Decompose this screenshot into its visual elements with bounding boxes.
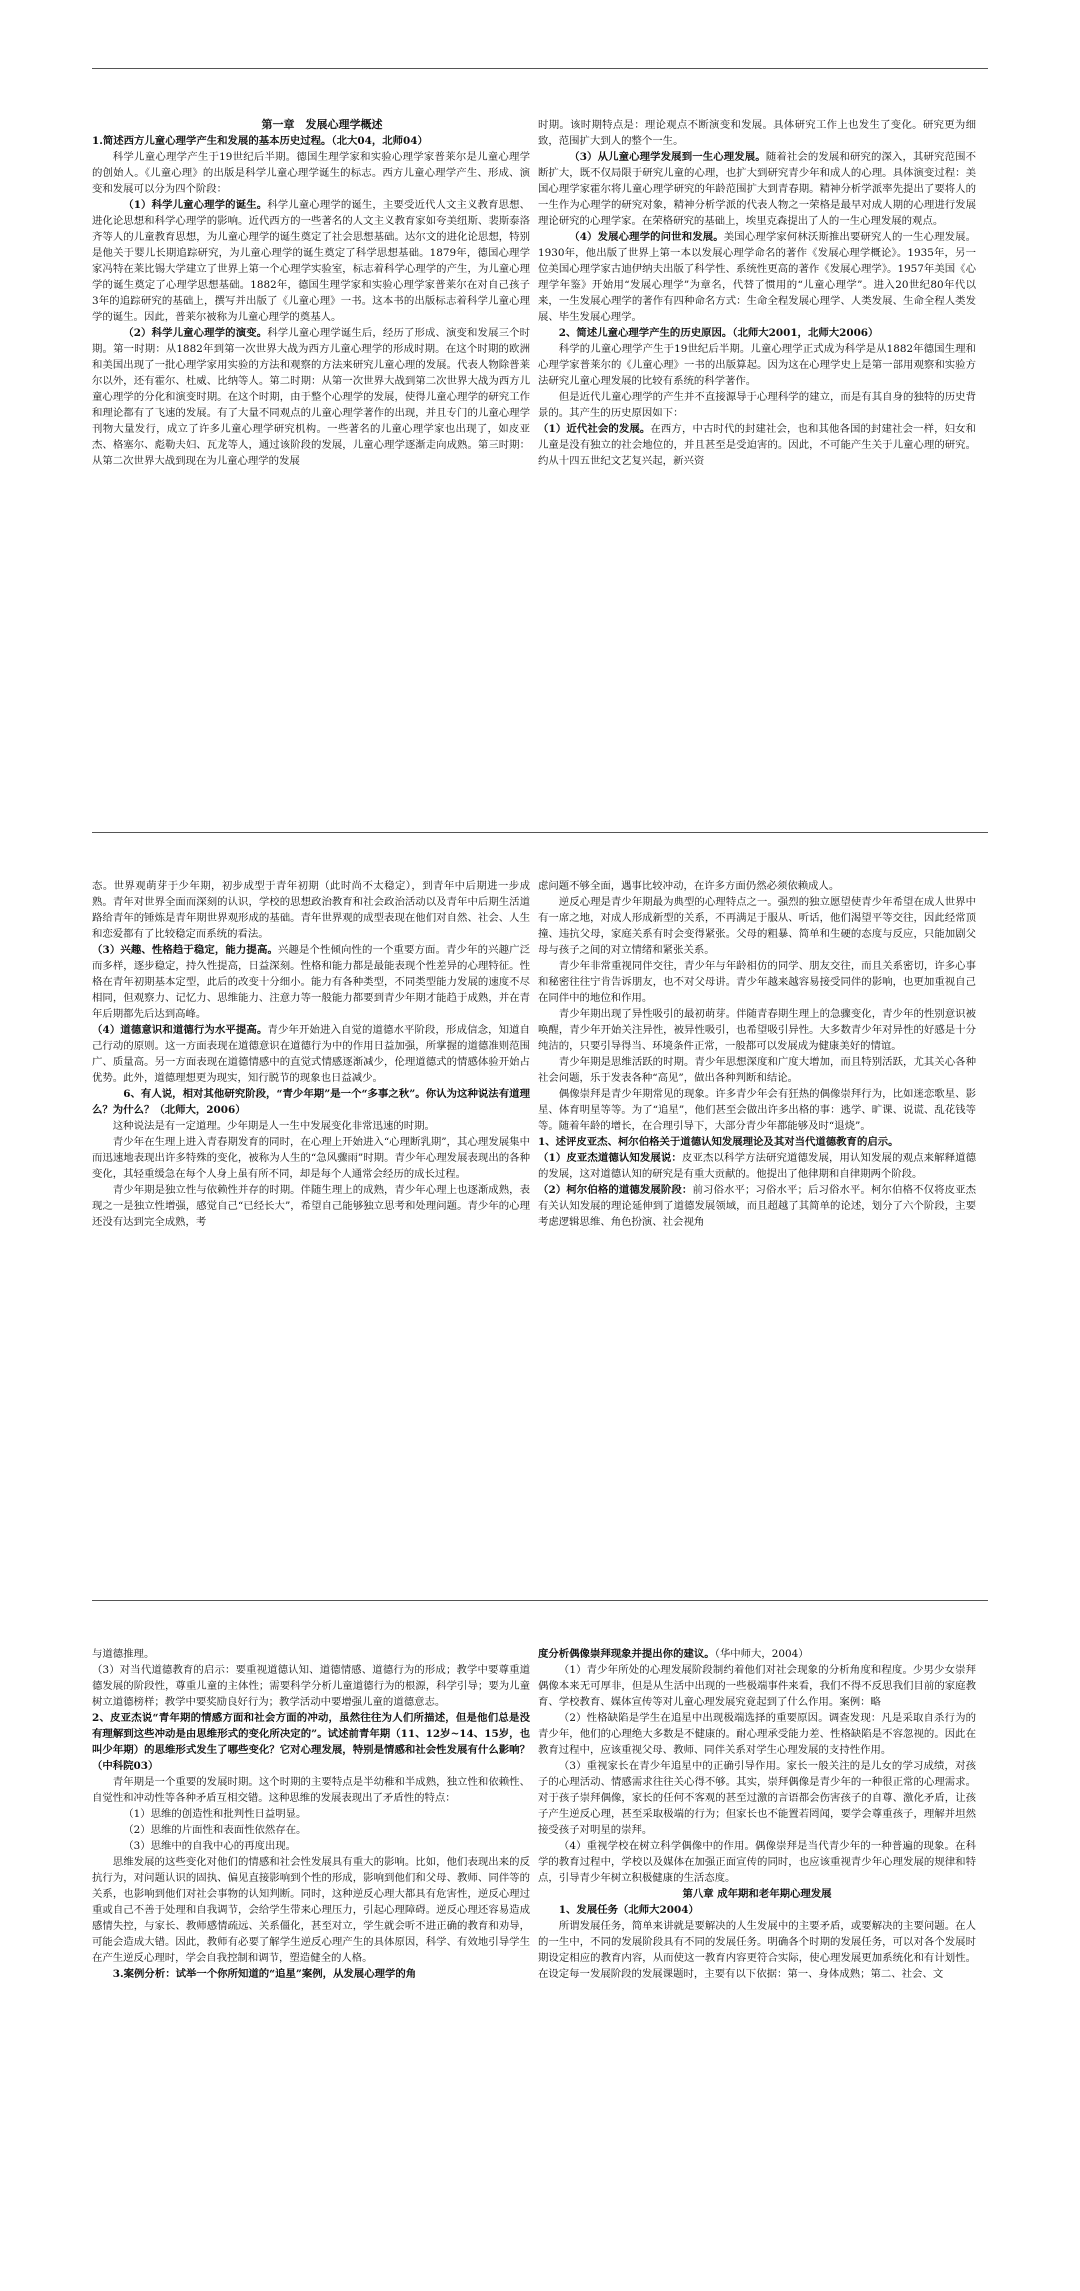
bold-text: （3）从儿童心理学发展到一生心理发展。 (569, 151, 766, 163)
paragraph (538, 1182, 976, 1230)
bold-text: 1.简述西方儿童心理学产生和发展的基本历史过程。（北大04，北师04） (92, 135, 428, 147)
paragraph (92, 1182, 530, 1230)
text: 前习俗水平；习俗水平；后习俗水平。柯尔伯格不仅将皮亚杰有关认知发展的理论延伸到了道德发展领域，而且超越了其简单的论述，划分了六个阶段，主要考虑逻辑思维、角色扮演、社会视角 (538, 1184, 976, 1228)
page-3 (0, 1600, 1080, 2291)
bold-text: （1）科学儿童心理学的诞生。 (123, 199, 268, 211)
bold-text: 度分析偶像崇拜现象并提出你的建议。 (538, 1648, 715, 1660)
bold-text: 1、发展任务（北师大2004） (558, 1904, 699, 1916)
paragraph (92, 149, 530, 197)
paragraph (92, 1022, 530, 1086)
page-top-rule (92, 68, 988, 69)
text: 皮亚杰以科学方法研究道德发展，用认知发展的观点来解释道德的发展，这对道德认知的研究是有重大贡献的。他提出了他律期和自律期两个阶段。 (538, 1152, 977, 1180)
paragraph (538, 878, 976, 894)
text: （3）思维中的自我中心的再度出现。 (123, 1840, 297, 1852)
paragraph (538, 389, 976, 421)
paragraph (92, 1118, 530, 1134)
paragraph (92, 117, 530, 133)
page-1-right-column (538, 117, 976, 469)
bold-text: 6、有人说，相对其他研究阶段，“青少年期”是一个“多事之秋”。你认为这种说法有道理么？为什么？（北师大，2006） (92, 1088, 530, 1116)
page-2-left-column (92, 878, 530, 1230)
bold-text: （2）柯尔伯格的道德发展阶段： (538, 1184, 693, 1196)
bold-text: 第八章 成年期和老年期心理发展 (682, 1888, 832, 1900)
page-2 (0, 830, 1080, 1600)
text: 青少年期出现了异性吸引的最初萌芽。伴随青春期生理上的急骤变化，青少年的性别意识被唤醒，青少年开始关注异性，被异性吸引，也希望吸引异性。大多数青少年对异性的好感是十分纯洁的，只要引导得当、环境条件正常，一般都可以发展成为健康美好的情谊。 (538, 1008, 976, 1052)
page-1 (0, 0, 1080, 830)
paragraph (92, 1806, 530, 1822)
text: 青年期是一个重要的发展时期。这个时期的主要特点是半幼稚和半成熟，独立性和依赖性、自觉性和冲动性等各种矛盾互相交错。这种思维的发展表现出了矛盾性的特点： (92, 1776, 530, 1804)
bold-text: （1）皮亚杰道德认知发展说： (538, 1152, 682, 1164)
text: （1）思维的创造性和批判性日益明显。 (123, 1808, 307, 1820)
text: （3）重视家长在青少年追星中的正确引导作用。家长一般关注的是儿女的学习成绩，对孩子的心理活动、情感需求往往关心得不够。其实，崇拜偶像是青少年的一种很正常的心理需求。对于孩子崇拜偶像，家长的任何不客观的甚至过激的言语都会伤害孩子的自尊、激化矛盾，让孩子产生逆反心理，甚至采取极端的行为；但家长也不能置若罔闻，要学会尊重孩子，理解并坦然接受孩子对明星的崇拜。 (538, 1760, 976, 1836)
text: 思维发展的这些变化对他们的情感和社会性发展具有重大的影响。比如，他们表现出来的反抗行为，对问题认识的固执、偏见直接影响到个性的形成，影响到他们和父母、教师、同伴等的关系，也影响到他们对社会事物的认知判断。同时，这种逆反心理大都具有危害性，逆反心理过重或自己不善于处理和自我调节，会给学生带来心理压力，引起心理障碍。逆反心理还容易造成感情失控，与家长、教师感情疏远、关系僵化，甚至对立，学生就会听不进正确的教育和劝导，可能会造成大错。因此，教师有必要了解学生逆反心理产生的具体原因，科学、有效地引导学生在产生逆反心理时，学会自我控制和调节，塑造健全的人格。 (92, 1856, 530, 1964)
paragraph (92, 197, 530, 325)
bold-text: （4）发展心理学的问世和发展。 (569, 231, 724, 243)
text: 这种说法是有一定道理。少年期是人一生中发展变化非常迅速的时期。 (112, 1120, 435, 1132)
bold-text: 2、简述儿童心理学产生的历史原因。（北师大2001，北师大2006） (558, 327, 879, 339)
paragraph (538, 1646, 976, 1662)
bold-text: （2）科学儿童心理学的演变。 (123, 327, 268, 339)
bold-text: （1）近代社会的发展。 (538, 423, 651, 435)
page-top-rule (92, 832, 988, 833)
text: 青少年开始进入自觉的道德水平阶段，形成信念，知道自己行动的原则。这一方面表现在道德意识在道德行为中的作用日益加强，所掌握的道德准则范围广、质量高。另一方面表现在道德情感中的直觉式情感逐渐减少，伦理道德式的情感体验开始占优势。此外，道德理想更为现实，知行脱节的现象也日益减少。 (92, 1024, 530, 1084)
bold-text: 2、皮亚杰说“青年期的情感方面和社会方面的冲动，虽然往往为人们所描述，但是他们总是没有理解到这些冲动是由思维形式的变化所决定的”。试述前青年期（11、12岁~14、15岁，也叫少年期）的思维形式发生了哪些变化？它对心理发展，特别是情感和社会性发展有什么影响？（中科院03） (92, 1712, 530, 1772)
paragraph (538, 341, 976, 389)
paragraph (538, 1662, 976, 1710)
text: 所谓发展任务，简单来讲就是要解决的人生发展中的主要矛盾，或要解决的主要问题。在人的一生中，不同的发展阶段具有不同的发展任务。明确各个时期的发展任务，可以对各个发展时期设定相应的教育内容，从而使这一教育内容更符合实际，使心理发展更加系统化和有计划性。在设定每一发展阶段的发展课题时，主要有以下依据：第一、身体成熟；第二、社会、文 (538, 1920, 976, 1980)
text: 青少年期是独立性与依赖性并存的时期。伴随生理上的成熟，青少年心理上也逐渐成熟，表现之一是独立性增强，感觉自己“已经长大”，希望自己能够独立思考和处理问题。青少年的心理还没有达到完全成熟，考 (92, 1184, 530, 1228)
paragraph (92, 1774, 530, 1806)
text: （华中师大，2004） (714, 1648, 809, 1660)
paragraph (92, 1710, 530, 1774)
paragraph (538, 1134, 976, 1150)
paragraph (92, 1086, 530, 1118)
paragraph (538, 1886, 976, 1902)
paragraph (92, 1966, 530, 1982)
text: 青少年期是思维活跃的时期。青少年思想深度和广度大增加，而且特别活跃，尤其关心各种社会问题，乐于发表各种“高见”，做出各种判断和结论。 (538, 1056, 976, 1084)
paragraph (538, 1710, 976, 1758)
paragraph (538, 149, 976, 229)
paragraph (538, 1918, 976, 1982)
page-1-left-column (92, 117, 530, 469)
text: 偶像崇拜是青少年期常见的现象。许多青少年会有狂热的偶像崇拜行为，比如迷恋歌星、影星、体育明星等等。为了“追星”，他们甚至会做出许多出格的事：逃学、旷课、说谎、乱花钱等等。随着年龄的增长，在合理引导下，大部分青少年都能够及时“退烧”。 (538, 1088, 976, 1132)
paragraph (538, 958, 976, 1006)
paragraph (92, 133, 530, 149)
text: 虑问题不够全面，遇事比较冲动，在许多方面仍然必须依赖成人。 (538, 880, 840, 892)
paragraph (92, 325, 530, 469)
paragraph (92, 1134, 530, 1182)
bold-text: （3）兴趣、性格趋于稳定，能力提高。 (92, 944, 278, 956)
paragraph (538, 894, 976, 958)
paragraph (538, 1838, 976, 1886)
paragraph (92, 1646, 530, 1662)
paragraph (538, 1086, 976, 1134)
paragraph (538, 117, 976, 149)
text: 与道德推理。 (92, 1648, 155, 1660)
page-3-right-column (538, 1646, 976, 1982)
bold-text: 1、述评皮亚杰、柯尔伯格关于道德认知发展理论及其对当代道德教育的启示。 (538, 1136, 899, 1148)
paragraph (92, 1854, 530, 1966)
text: （4）重视学校在树立科学偶像中的作用。偶像崇拜是当代青少年的一种普遍的现象。在科学的教育过程中，学校以及媒体在加强正面宣传的同时，也应该重视青少年心理发展的规律和特点，引导青少年树立积极健康的生活态度。 (538, 1840, 976, 1884)
paragraph (538, 325, 976, 341)
text: 科学儿童心理学的诞生，主要受近代人文主义教育思想、进化论思想和科学心理学的影响。近代西方的一些著名的人文主义教育家如夸美纽斯、裴斯泰洛齐等人的儿童教育思想，为儿童心理学的诞生奠定了社会思想基础。达尔文的进化论思想，特别是他关于婴儿长期追踪研究，为儿童心理学的诞生奠定了科学思想基础。1879年，德国心理学家冯特在莱比锡大学建立了世界上第一个心理学实验室，标志着科学心理学的产生，为儿童心理学的诞生奠定了心理学思想基础。1882年，德国生理学家和实验心理学家普莱尔在对自己孩子3年的追踪研究的基础上，撰写并出版了《儿童心理》一书。这本书的出版标志着科学儿童心理学的诞生。因此，普莱尔被称为儿童心理学的奠基人。 (92, 199, 531, 323)
bold-text: 3.案例分析：试举一个你所知道的“追星”案例，从发展心理学的角 (112, 1968, 417, 1980)
paragraph (538, 229, 976, 325)
text: 但是近代儿童心理学的产生并不直接源导于心理科学的建立，而是有其自身的独特的历史背景的。其产生的历史原因如下： (538, 391, 976, 419)
paragraph (538, 1758, 976, 1838)
paragraph (538, 1902, 976, 1918)
paragraph (538, 1054, 976, 1086)
text: 随着社会的发展和研究的深入，其研究范围不断扩大，既不仅局限于研究儿童的心理，也扩大到研究青少年和成人的心理。具体演变过程：美国心理学家霍尔将儿童心理学研究的年龄范围扩大到青春期。精神分析学派率先提出了要将人的一生作为心理学的研究对象，精神分析学派的代表人物之一荣格是最早对成人期的心理进行发展理论研究的心理学家。在荣格研究的基础上，埃里克森提出了人的一生心理发展的观点。 (538, 151, 977, 227)
page-2-right-column (538, 878, 976, 1230)
page-3-left-column (92, 1646, 530, 1982)
text: 科学儿童心理学产生于19世纪后半期。德国生理学家和实验心理学家普莱尔是儿童心理学的创始人。《儿童心理》的出版是科学儿童心理学诞生的标志。西方儿童心理学产生、形成、演变和发展可以分为四个阶段： (92, 151, 530, 195)
text: 青少年非常重视同伴交往，青少年与年龄相仿的同学、朋友交往，而且关系密切，许多心事和秘密往往宁肯告诉朋友，也不对父母讲。青少年越来越容易接受同伴的影响，也更加重视自己在同伴中的地位和作用。 (538, 960, 976, 1004)
paragraph (92, 1662, 530, 1710)
text: 态。世界观萌芽于少年期，初步成型于青年初期（此时尚不太稳定），到青年中后期进一步成熟。青年对世界全面而深刻的认识，学校的思想政治教育和社会政治活动以及青年中后期生活道路给青年的锤炼是青年期世界观形成的基础。青年世界观的成型表现在他们对自然、社会、人生和恋爱都有了比较稳定而系统的看法。 (92, 880, 530, 940)
text: 科学儿童心理学诞生后，经历了形成、演变和发展三个时期。第一时期：从1882年到第一次世界大战为西方儿童心理学的形成时期。在这个时期的欧洲和美国出现了一批心理学家用实验的方法和观察的方法来研究儿童心理的发展。代表人物除普莱尔以外，还有霍尔、杜威、比纳等人。第二时期：从第一次世界大战到第二次世界大战为西方儿童心理学的分化和演变时期。在这个时期，由于整个心理学的发展，使得儿童心理学的研究工作和理论都有了飞速的发展。有了大量不同观点的儿童心理学著作的出现，并且专门的儿童心理学刊物大量发行，成立了许多儿童心理学研究机构。一些著名的儿童心理学家也出现了，如皮亚杰、格塞尔、彪勒夫妇、瓦龙等人，通过该阶段的发展，儿童心理学逐渐走向成熟。第三时期：从第二次世界大战到现在为儿童心理学的发展 (92, 327, 531, 467)
paragraph (538, 1006, 976, 1054)
text: （2）思维的片面性和表面性依然存在。 (123, 1824, 307, 1836)
text: 时期。该时期特点是：理论观点不断演变和发展。具体研究工作上也发生了变化。研究更为细致，范围扩大到人的整个一生。 (538, 119, 976, 147)
page-top-rule (92, 1600, 988, 1601)
text: 逆反心理是青少年期最为典型的心理特点之一。强烈的独立愿望使青少年希望在成人世界中有一席之地，对成人形成新型的关系，不再满足于服从、听话，他们渴望平等交往，因此经常顶撞、违抗父母，家庭关系有时会变得紧张。父母的粗暴、简单和生硬的态度与反应，只能加剧父母与孩子之间的对立情绪和紧张关系。 (538, 896, 976, 956)
bold-text: （4）道德意识和道德行为水平提高。 (92, 1024, 268, 1036)
text: 兴趣是个性倾向性的一个重要方面。青少年的兴趣广泛而多样，逐步稳定，持久性提高，日益深刻。性格和能力都是最能表现个性差异的心理特征。性格在青年初期基本定型，此后的改变十分细小。能力有各种类型，不同类型能力发展的速度不尽相同，但观察力、记忆力、思维能力、注意力等一般能力都要到青少年期才能趋于成熟，并在青年后期都先后达到高峰。 (92, 944, 531, 1020)
paragraph (538, 1150, 976, 1182)
paragraph (92, 942, 530, 1022)
text: 美国心理学家何林沃斯推出要研究人的一生心理发展。1930年，他出版了世界上第一本以发展心理学命名的著作《发展心理学概论》。1935年，另一位美国心理学家古迪伊纳夫出版了科学性、系统性更高的著作《发展心理学》。1957年美国《心理学年鉴》开始用“发展心理学”为章名，代替了惯用的“儿童心理学”。进入20世纪80年代以来，一生发展心理学的著作有四种命名方式：生命全程发展心理学、人类发展、生命全程人类发展、毕生发展心理学。 (538, 231, 977, 323)
text: 青少年在生理上进入青春期发育的同时，在心理上开始进入“心理断乳期”，其心理发展集中而迅速地表现出许多特殊的变化，被称为人生的“急风骤雨”时期。青少年心理发展表现出的各种变化，其轻重缓急在每个人身上虽有所不同，却是每个人通常会经历的成长过程。 (92, 1136, 530, 1180)
paragraph (92, 1838, 530, 1854)
text: （2）性格缺陷是学生在追星中出现极端选择的重要原因。调查发现：凡是采取自杀行为的青少年，他们的心理绝大多数是不健康的。耐心理承受能力差、性格缺陷是不容忽视的。因此在教育过程中，应该重视父母、教师、同伴关系对学生心理发展的支持性作用。 (538, 1712, 976, 1756)
text: 第一章 发展心理学概述 (261, 118, 383, 131)
paragraph (92, 878, 530, 942)
text: （3）对当代道德教育的启示：要重视道德认知、道德情感、道德行为的形成；教学中要尊重道德发展的阶段性，尊重儿童的主体性；需要科学分析儿童道德行为的根源，科学引导；要为儿童树立道德榜样；教学中要奖励良好行为；教学活动中要增强儿童的道德意志。 (92, 1664, 530, 1708)
paragraph (538, 421, 976, 469)
paragraph (92, 1822, 530, 1838)
text: 在西方，中古时代的封建社会，也和其他各国的封建社会一样，妇女和儿童是没有独立的社会地位的，并且甚至是受迫害的。因此，不可能产生关于儿童心理的研究。约从十四五世纪文艺复兴起，新兴资 (538, 423, 977, 467)
text: （1）青少年所处的心理发展阶段制约着他们对社会现象的分析角度和程度。少男少女崇拜偶像本来无可厚非，但是从生活中出现的一些极端事件来看，我们不得不反思我们目前的家庭教育、学校教育、媒体宣传等对儿童心理发展究竟起到了什么作用。案例：略 (538, 1664, 976, 1708)
text: 科学的儿童心理学产生于19世纪后半期。儿童心理学正式成为科学是从1882年德国生理和心理学家普莱尔的《儿童心理》一书的出版算起。因为这在心理学史上是第一部用观察和实验方法研究儿童心理发展的比较有系统的科学著作。 (538, 343, 976, 387)
